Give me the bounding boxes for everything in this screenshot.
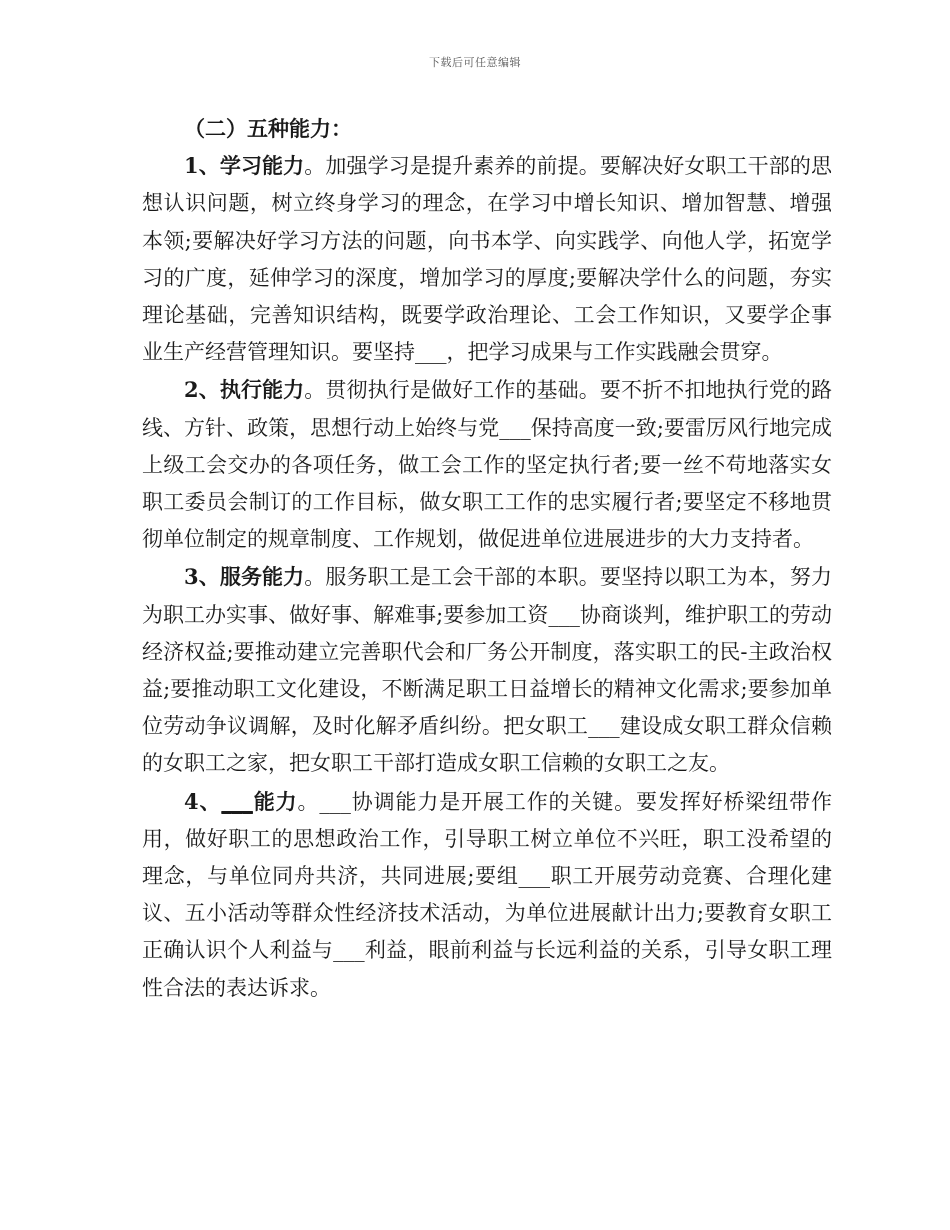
section-title: （二）五种能力： — [184, 116, 352, 141]
paragraph-text: 。___协调能力是开展工作的关键。要发挥好桥梁纽带作用，做好职工的思想政治工作，引导职工树立单位不兴旺，职工没希望的理念，与单位同舟共济，共同进展;要组___职工开展劳动竞赛、合理化建议、五小活动等群众性经济技术活动，为单位进展献计出力;要教育女职工正确认识个人利益与___利益，眼前利益与长远利益的关系，引导女职工理性合法的表达诉求。 — [142, 789, 833, 1000]
paragraph-lead-suffix: 能力 — [252, 788, 298, 814]
paragraph-text: 。服务职工是工会干部的本职。要坚持以职工为本，努力为职工办实事、做好事、解难事;要参加工资___协商谈判，维护职工的劳动经济权益;要推动建立完善职代会和厂务公开制度，落实职工的民-主政治权益;要推动职工文化建设，不断满足职工日益增长的精神文化需求;要参加单位劳动争议调解，及时化解矛盾纠纷。把女职工___建设成女职工群众信赖的女职工之家，把女职工干部打造成女职工信赖的女职工之友。 — [142, 565, 832, 776]
paragraph-lead-number: 4、 — [184, 788, 222, 814]
paragraph-text: 。加强学习是提升素养的前提。要解决好女职工干部的思想认识问题，树立终身学习的理念，在学习中增长知识、增加智慧、增强本领;要解决好学习方法的问题，向书本学、向实践学、向他人学，拓宽学习的广度，延伸学习的深度，增加学习的厚度;要解决学什么的问题，夯实理论基础，完善知识结构，既要学政治理论、工会工作知识，又要学企事业生产经营管理知识。要坚持___，把学习成果与工作实践融会贯穿。 — [142, 154, 832, 365]
paragraph-lead: 3、服务能力 — [184, 564, 305, 590]
paragraph-text: 。贯彻执行是做好工作的基础。要不折不扣地执行党的路线、方针、政策，思想行动上始终与党___保持高度一致;要雷厉风行地完成上级工会交办的各项任务，做工会工作的坚定执行者;要一丝不苟地落实女职工委员会制订的工作目标，做女职工工作的忠实履行者;要坚定不移地贯彻单位制定的规章制度、工作规划，做促进单位进展进步的大力支持者。 — [142, 378, 832, 552]
paragraph-coordination — [142, 783, 832, 1007]
paragraph-learning — [142, 147, 832, 371]
page-header: 下载后可任意编辑 — [429, 56, 521, 69]
document-body — [142, 110, 832, 1007]
paragraph-execution — [142, 371, 832, 558]
paragraph-lead-blank: ___ — [221, 788, 253, 814]
paragraph-lead: 1、学习能力 — [184, 153, 305, 179]
paragraph-lead: 2、执行能力 — [184, 377, 305, 403]
paragraph-service — [142, 558, 832, 782]
